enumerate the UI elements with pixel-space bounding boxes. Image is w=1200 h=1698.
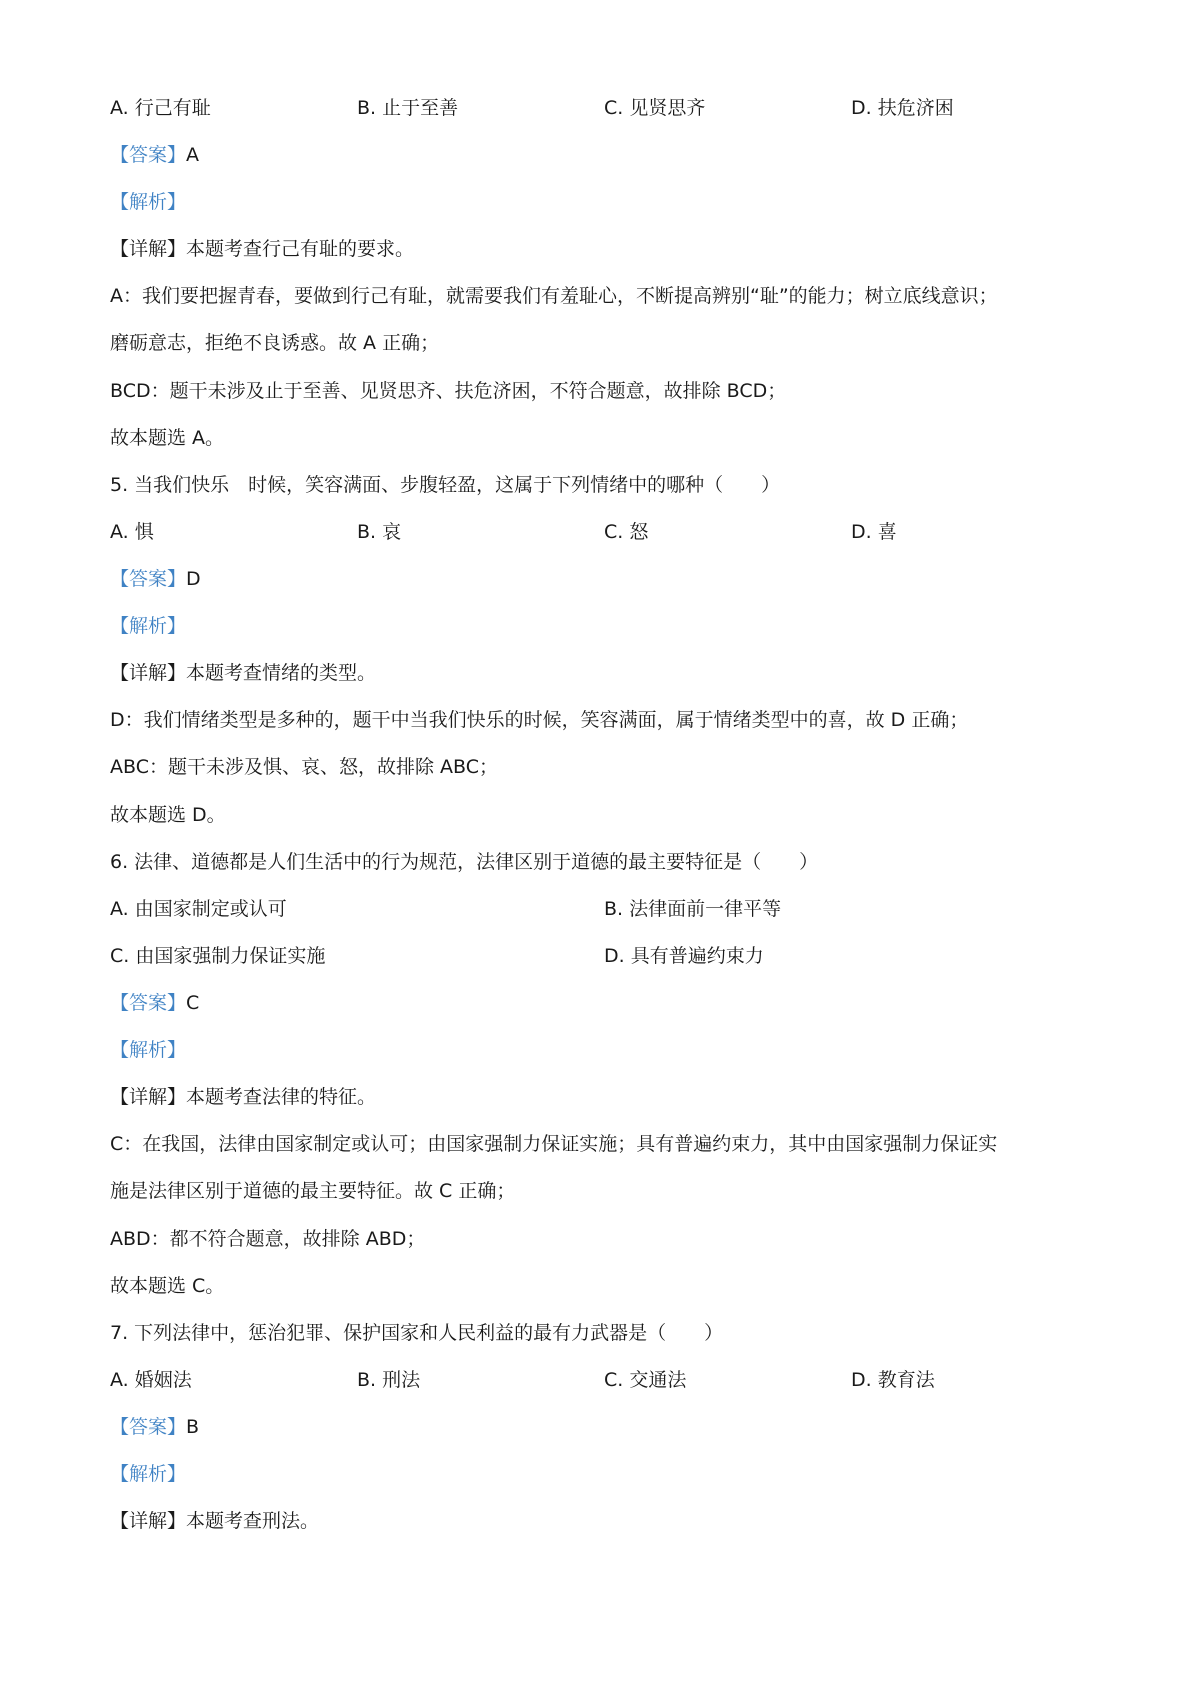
q7-option-c: C. 交通法 [604,1369,687,1391]
detail-text: 本题考查刑法。 [186,1510,320,1532]
q7-option-b: B. 刑法 [357,1369,421,1391]
answer-label: 【答案】 [110,568,187,590]
q6-question: 6. 法律、道德都是人们生活中的行为规范，法律区别于道德的最主要特征是（ ） [110,851,819,873]
q4-answer [110,142,199,168]
answer-value: C [186,992,200,1014]
q4-option-a: A. 行己有耻 [110,97,211,119]
q4-option-b: B. 止于至善 [357,97,459,119]
answer-label: 【答案】 [110,1416,187,1438]
detail-text: 本题考查情绪的类型。 [186,662,377,684]
q7-detail [110,1508,319,1534]
detail-label: 【详解】 [110,238,187,260]
q4-option-d: D. 扶危济困 [851,97,954,119]
q5-option-b: B. 哀 [357,521,402,543]
detail-text: 本题考查法律的特征。 [186,1086,377,1108]
q6-option-d: D. 具有普遍约束力 [604,945,764,967]
answer-value: A [186,144,200,166]
q4-line-3: BCD：题干未涉及止于至善、见贤思齐、扶危济困，不符合题意，故排除 BCD； [110,380,787,402]
detail-label: 【详解】 [110,1086,187,1108]
q6-option-b: B. 法律面前一律平等 [604,898,782,920]
q4-line-2: 磨砺意志，拒绝不良诱惑。故 A 正确； [110,332,440,354]
answer-value: B [186,1416,200,1438]
q5-line-2: ABC：题干未涉及惧、哀、怒，故排除 ABC； [110,756,498,778]
q4-line-1: A：我们要把握青春，要做到行己有耻，就需要我们有羞耻心，不断提高辨别“耻”的能力；树立底线意识； [110,285,998,307]
q4-detail [110,236,414,262]
q5-answer [110,566,201,592]
answer-label: 【答案】 [110,992,187,1014]
q6-line-2: 施是法律区别于道德的最主要特征。故 C 正确； [110,1180,516,1202]
q4-line-4: 故本题选 A。 [110,427,225,449]
q7-option-a: A. 婚姻法 [110,1369,192,1391]
q4-option-c: C. 见贤思齐 [604,97,706,119]
answer-label: 【答案】 [110,144,187,166]
q5-option-d: D. 喜 [851,521,897,543]
q6-line-1: C：在我国，法律由国家制定或认可；由国家强制力保证实施；具有普遍约束力，其中由国家强制力保证实 [110,1133,998,1155]
q6-answer [110,990,199,1016]
detail-text: 本题考查行己有耻的要求。 [186,238,415,260]
answer-value: D [186,568,201,590]
q5-detail [110,660,376,686]
q5-analysis-label: 【解析】 [110,615,187,637]
detail-label: 【详解】 [110,1510,187,1532]
q7-analysis-label: 【解析】 [110,1463,187,1485]
q5-question: 5. 当我们快乐 时候，笑容满面、步腹轻盈，这属于下列情绪中的哪种（ ） [110,474,781,496]
detail-label: 【详解】 [110,662,187,684]
q4-analysis-label: 【解析】 [110,191,187,213]
q6-option-c: C. 由国家强制力保证实施 [110,945,326,967]
q6-analysis-label: 【解析】 [110,1039,187,1061]
q5-line-1: D：我们情绪类型是多种的，题干中当我们快乐的时候，笑容满面，属于情绪类型中的喜，故 D 正确； [110,709,969,731]
q5-option-a: A. 惧 [110,521,154,543]
q6-line-3: ABD：都不符合题意，故排除 ABD； [110,1228,426,1250]
q7-answer [110,1414,199,1440]
q6-line-4: 故本题选 C。 [110,1275,225,1297]
q6-option-a: A. 由国家制定或认可 [110,898,287,920]
q5-line-3: 故本题选 D。 [110,804,226,826]
q7-option-d: D. 教育法 [851,1369,935,1391]
q5-option-c: C. 怒 [604,521,649,543]
q7-question: 7. 下列法律中，惩治犯罪、保护国家和人民利益的最有力武器是（ ） [110,1322,724,1344]
q6-detail [110,1084,376,1110]
